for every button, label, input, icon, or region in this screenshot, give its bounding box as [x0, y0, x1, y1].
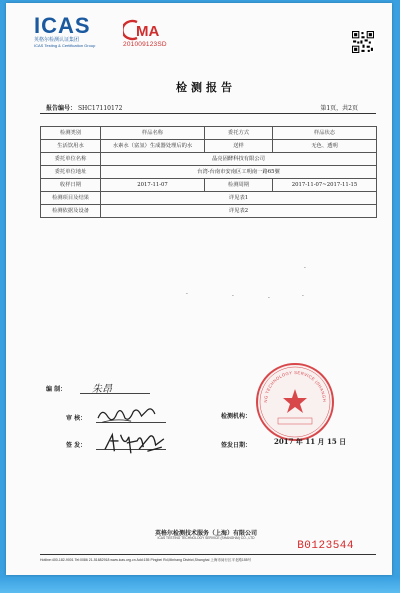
footer-divider: [40, 554, 376, 555]
table-cell: 样品状态: [273, 127, 377, 140]
table-cell: 详见表1: [101, 192, 377, 205]
scan-marks: ·: [232, 293, 234, 300]
icas-logo-word: ICAS: [34, 13, 91, 38]
compiled-by-line: [80, 393, 150, 394]
bottom-band: [0, 577, 400, 593]
page-info: 第1页，共2页: [320, 105, 358, 112]
svg-text:MA: MA: [136, 23, 160, 40]
table-cell: 生活饮用水: [41, 140, 101, 153]
table-row: [41, 127, 377, 140]
icas-logo: [34, 15, 114, 48]
testing-organization-label: 检测机构：: [221, 413, 252, 420]
table-cell: 委托单位名称: [41, 153, 101, 166]
table-row: [41, 205, 377, 218]
page-title: 检测报告: [176, 81, 236, 94]
table-row: [41, 166, 377, 179]
table-row: [41, 153, 377, 166]
scan-marks: ·: [268, 295, 270, 302]
reviewed-by-label: 审 核：: [66, 415, 87, 422]
report-number: [46, 103, 122, 112]
cma-logo-icon: [123, 19, 167, 41]
footer-contact-info: Hotline:400-182-9001 Tel:0086 21-51682918 www.icas.org.cn Add:155 Pingbei Rd,Minhang District,Shanghai 上海市闵行区平北路155号: [40, 558, 252, 562]
table-cell: 检测类别: [41, 127, 101, 140]
issued-by-label: 签 发：: [66, 442, 87, 449]
reviewed-by-signature-icon: [96, 403, 158, 427]
footer-organization-cn: 英格尔检测技术服务（上海）有限公司: [154, 530, 257, 537]
qr-code-icon: [352, 31, 374, 53]
report-info-table: [40, 126, 377, 218]
table-cell: 台湾-台南市安南区工明南一路65號: [101, 166, 377, 179]
table-cell: 2017-11-07: [101, 179, 205, 192]
table-cell: 样品名称: [101, 127, 205, 140]
compiled-by-label: 编 制：: [46, 386, 67, 393]
report-number-label: 报告编号：: [46, 105, 77, 112]
serial-number: B0123544: [297, 540, 354, 552]
table-cell: 无色、透明: [273, 140, 377, 153]
official-seal-icon: [254, 361, 336, 443]
icas-logo-line-en: ICAS Testing & Certification Group: [34, 43, 96, 48]
cma-code: 201009123SD: [123, 41, 167, 48]
seal-text: NG TECHNOLOGY SERVICE (SHANGH: [262, 369, 328, 403]
table-cell: 委托方式: [205, 127, 273, 140]
cma-mark: [123, 19, 181, 48]
report-page: [6, 3, 392, 575]
table-cell: 水素水（富氢）生成器处理后的水: [101, 140, 205, 153]
table-cell: 收样日期: [41, 179, 101, 192]
table-cell: 检测周期: [205, 179, 273, 192]
issue-date-value: 2017 年 11 月 15 日: [274, 437, 347, 446]
scan-marks: ·: [304, 265, 306, 272]
icas-logo-line-cn: 英格尔检测认证集团: [34, 37, 80, 43]
table-cell: 2017-11-07~2017-11-15: [273, 179, 377, 192]
table-cell: 检测依据及设备: [41, 205, 101, 218]
table-cell: 委托单位地址: [41, 166, 101, 179]
issue-date-label: 签发日期：: [221, 442, 252, 449]
report-number-value: SHC17110172: [77, 105, 123, 112]
table-row: [41, 179, 377, 192]
table-row: [41, 192, 377, 205]
compiled-by-signature: 朱昂: [92, 384, 112, 395]
table-cell: 晶亮固酵科技有限公司: [101, 153, 377, 166]
table-row: [41, 140, 377, 153]
header-divider: [40, 113, 376, 114]
scan-marks: ·: [186, 291, 188, 298]
table-cell: 送样: [205, 140, 273, 153]
table-cell: 详见表2: [101, 205, 377, 218]
footer-organization-en: ICAS TESTING TECHNOLOGY SERVICE (SHANGHAI) CO., LTD: [157, 536, 255, 540]
issued-by-signature-icon: [102, 428, 168, 458]
scan-marks: ·: [302, 293, 304, 300]
table-cell: 检测项目及结果: [41, 192, 101, 205]
